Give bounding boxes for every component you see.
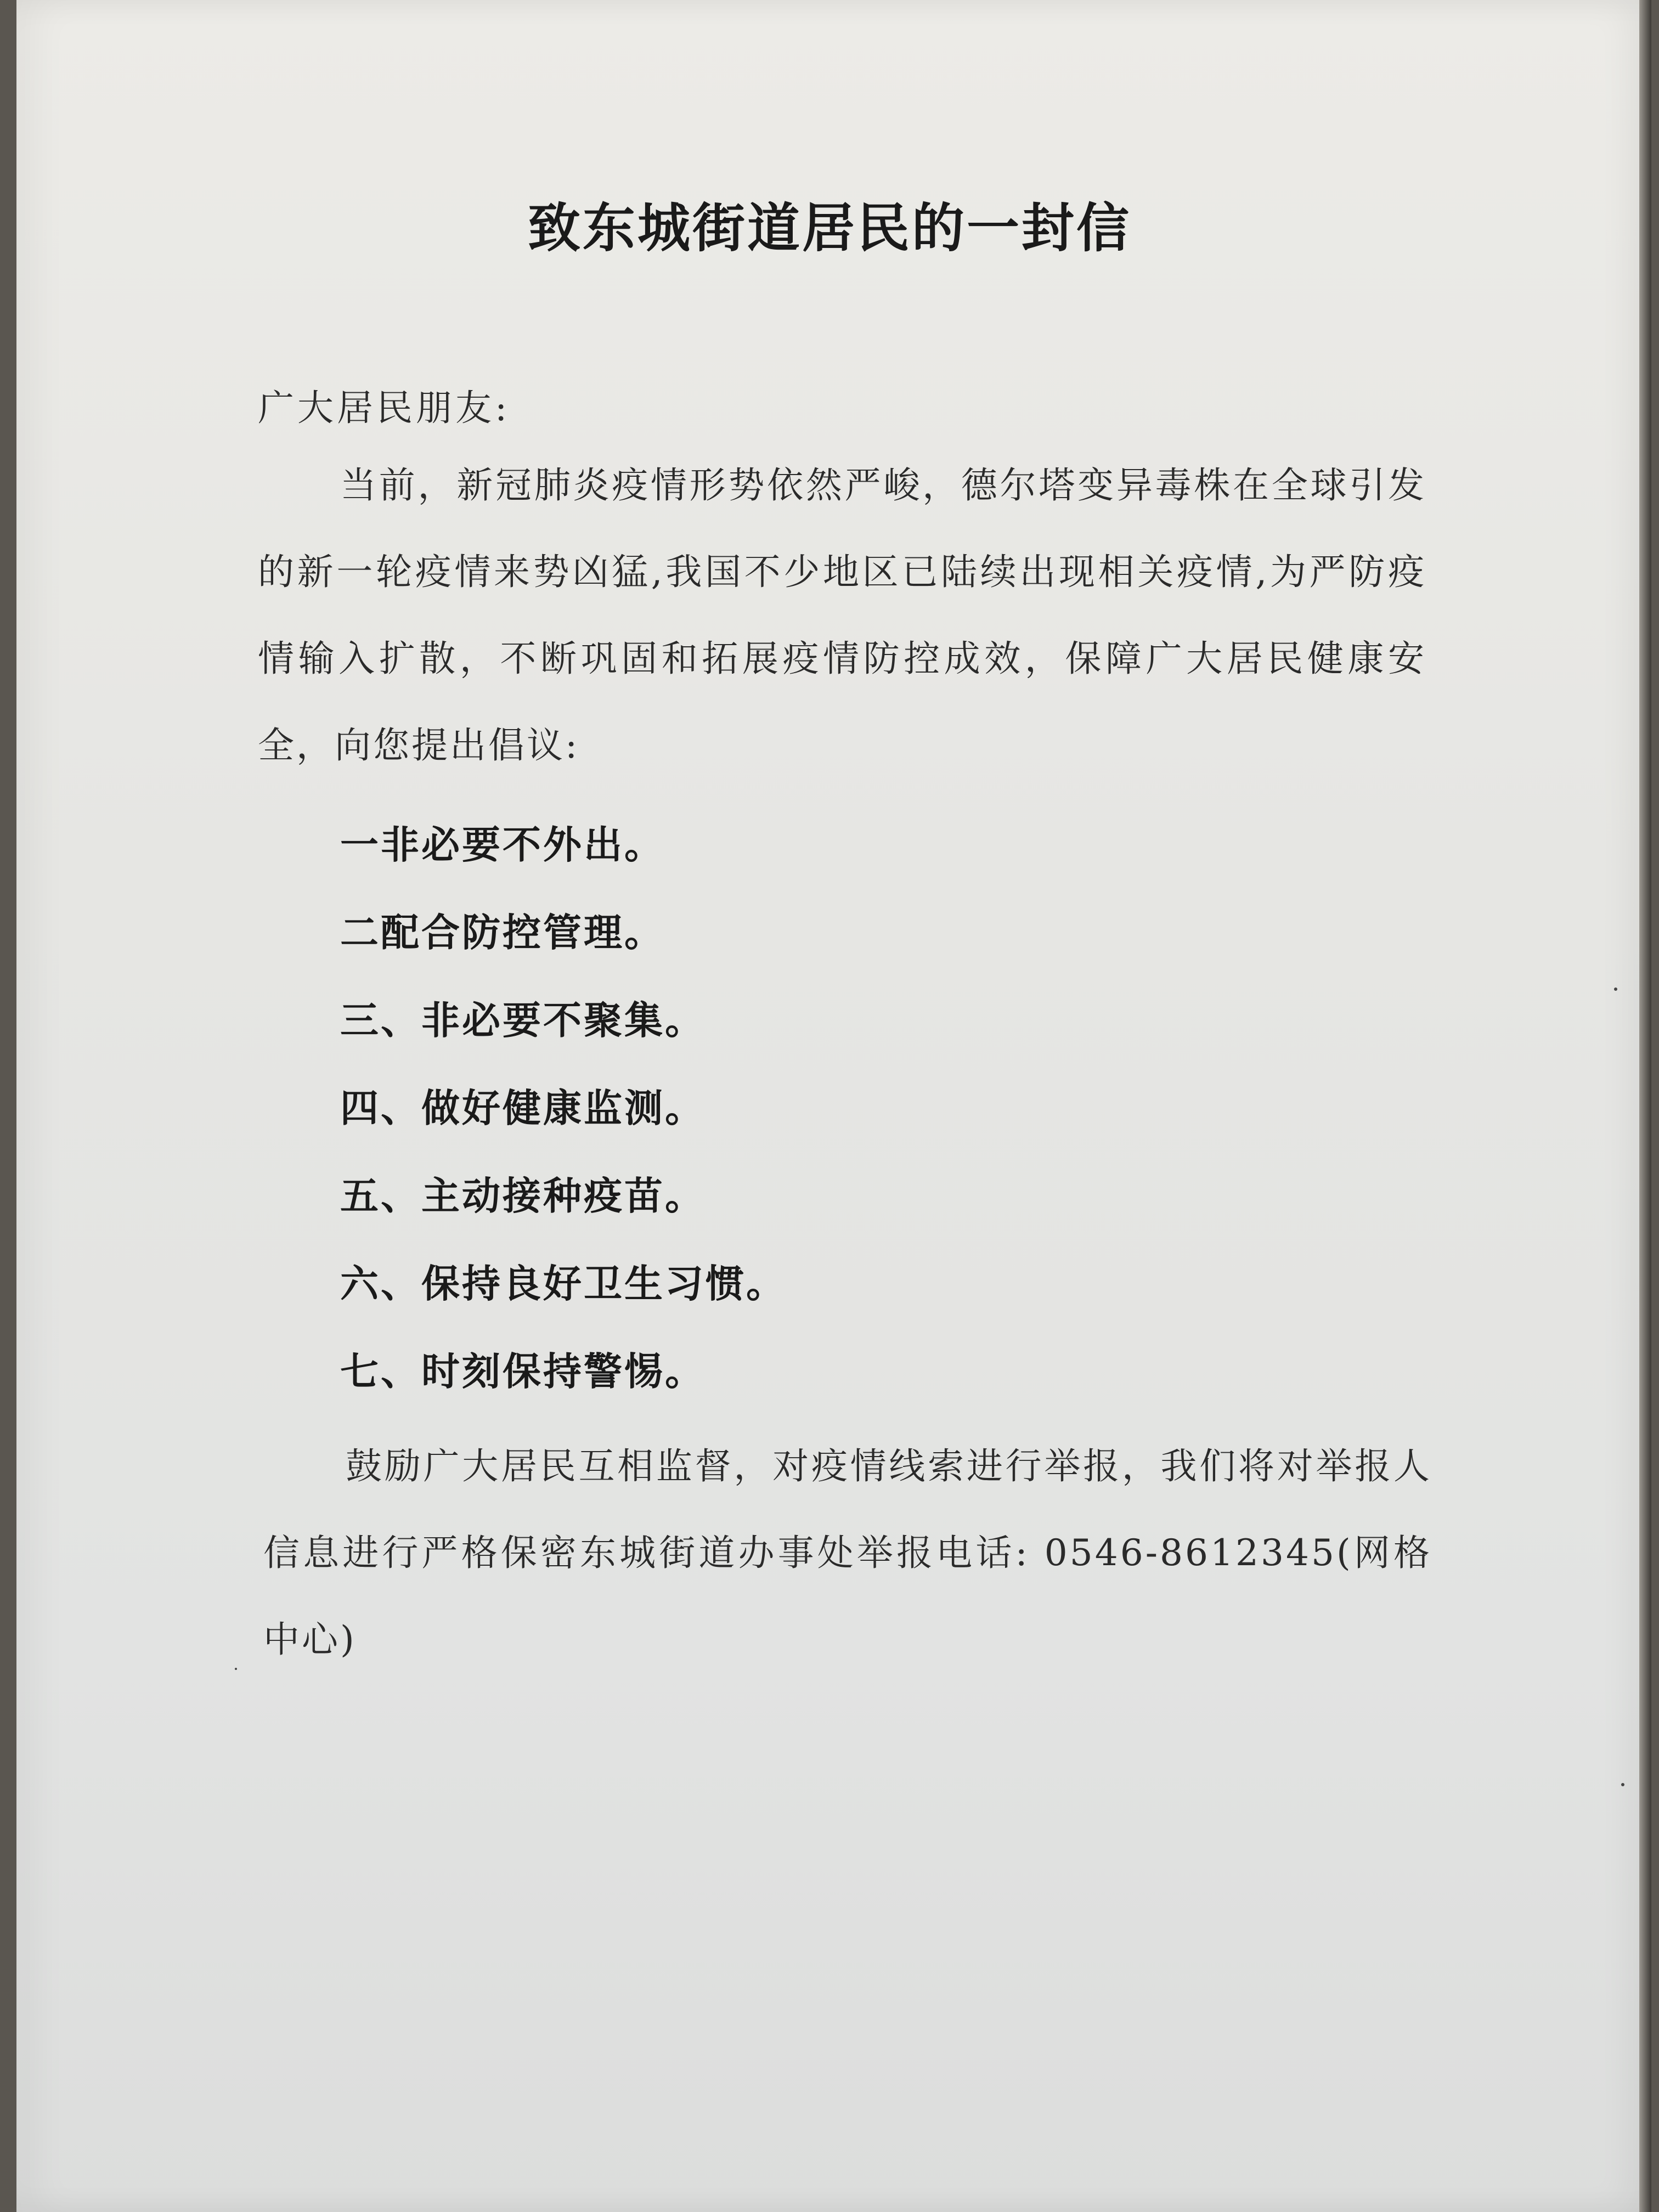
paper-edge-shadow bbox=[1639, 0, 1651, 2212]
proposal-item-4: 四、做好健康监测。 bbox=[340, 1085, 706, 1131]
intro-paragraph: 当前，新冠肺炎疫情形势依然严峻，德尔塔变异毒株在全球引发的新一轮疫情来势凶猛,我国不少地区已陆续出现相关疫情,为严防疫情输入扩散，不断巩固和拓展疫情防控成效，保障广大居民健康安全，向您提出倡议: bbox=[258, 464, 1426, 766]
closing-paragraph: 鼓励广大居民互相监督，对疫情线索进行举报，我们将对举报人信息进行严格保密东城街道办事处举报电话: 0546-8612345(网格中心) bbox=[263, 1445, 1432, 1661]
proposal-item-1: 一非必要不外出。 bbox=[340, 822, 665, 867]
proposal-item-6: 六、保持良好卫生习惯。 bbox=[340, 1261, 787, 1306]
paper-sheet bbox=[16, 0, 1651, 2212]
letter-title: 致东城街道居民的一封信 bbox=[528, 197, 1131, 259]
paper-speck bbox=[235, 1668, 237, 1670]
proposal-list bbox=[340, 801, 787, 1415]
proposal-item-7: 七、时刻保持警惕。 bbox=[340, 1348, 706, 1394]
proposal-item-2: 二配合防控管理。 bbox=[340, 910, 665, 955]
salutation: 广大居民朋友: bbox=[258, 387, 511, 429]
paper-speck bbox=[1614, 988, 1617, 991]
proposal-item-5: 五、主动接种疫苗。 bbox=[340, 1173, 706, 1218]
paper-speck bbox=[1621, 1783, 1624, 1786]
proposal-item-3: 三、非必要不聚集。 bbox=[340, 997, 706, 1043]
